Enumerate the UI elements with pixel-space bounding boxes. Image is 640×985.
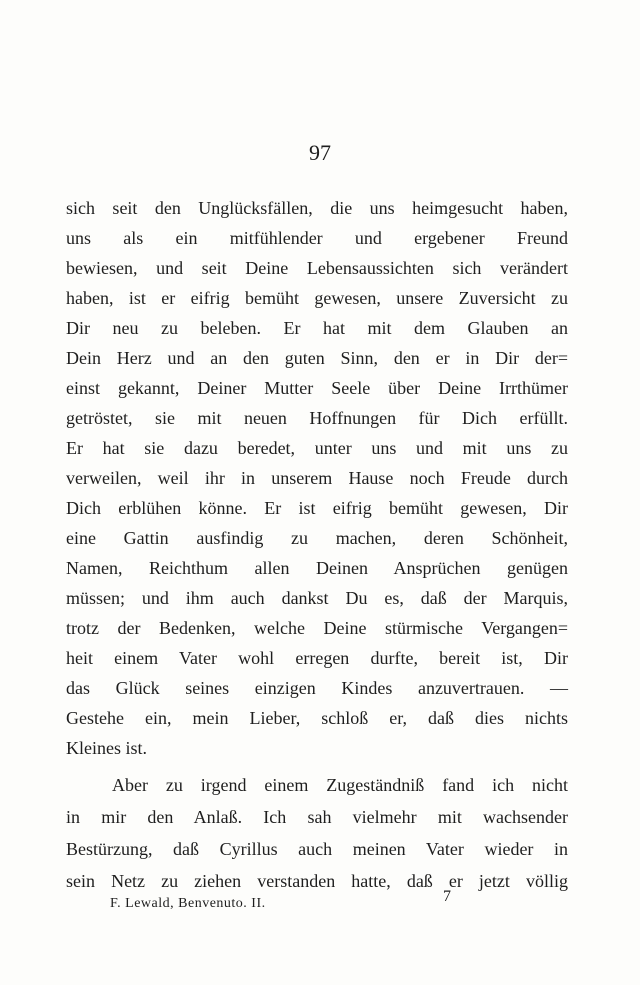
text-line: haben, ist er eifrig bemüht gewesen, unsere Zuversicht zu	[66, 288, 568, 308]
page-number: 97	[309, 140, 331, 165]
text-line: Kleines ist.	[66, 738, 147, 758]
signature-line: F. Lewald, Benvenuto. II.	[110, 896, 266, 911]
text-line: sein Netz zu ziehen verstanden hatte, daß er jetzt völlig	[66, 871, 568, 891]
text-line: heit einem Vater wohl erregen durfte, bereit ist, Dir	[66, 648, 568, 668]
text-line: trotz der Bedenken, welche Deine stürmische Vergangen=	[66, 618, 568, 638]
text-line: einst gekannt, Deiner Mutter Seele über Deine Irrthümer	[66, 378, 568, 398]
text-line: Dein Herz und an den guten Sinn, den er in Dir der=	[66, 348, 568, 368]
text-line: Dir neu zu beleben. Er hat mit dem Glauben an	[66, 318, 568, 338]
text-line: Er hat sie dazu beredet, unter uns und mit uns zu	[66, 438, 568, 458]
text-line: Namen, Reichthum allen Deinen Ansprüchen genügen	[66, 558, 568, 578]
text-line: Bestürzung, daß Cyrillus auch meinen Vater wieder in	[66, 839, 568, 859]
text-line: in mir den Anlaß. Ich sah vielmehr mit wachsender	[66, 807, 568, 827]
text-line: müssen; und ihm auch dankst Du es, daß der Marquis,	[66, 588, 568, 608]
text-line: Gestehe ein, mein Lieber, schloß er, daß dies nichts	[66, 708, 568, 728]
body-text	[66, 193, 568, 897]
text-line: sich seit den Unglücksfällen, die uns heimgesucht haben,	[66, 198, 568, 218]
text-line: bewiesen, und seit Deine Lebensaussichten sich verändert	[66, 258, 568, 278]
text-line: Dich erblühen könne. Er ist eifrig bemüht gewesen, Dir	[66, 498, 568, 518]
text-line: verweilen, weil ihr in unserem Hause noch Freude durch	[66, 468, 568, 488]
text-line: das Glück seines einzigen Kindes anzuvertrauen. —	[66, 678, 568, 698]
paragraph	[66, 193, 568, 763]
sheet-number: 7	[443, 888, 451, 905]
text-line: uns als ein mitfühlender und ergebener Freund	[66, 228, 568, 248]
text-line: getröstet, sie mit neuen Hoffnungen für Dich erfüllt.	[66, 408, 568, 428]
paragraph	[66, 769, 568, 897]
text-line: eine Gattin ausfindig zu machen, deren Schönheit,	[66, 528, 568, 548]
text-line: Aber zu irgend einem Zugeständniß fand ich nicht	[112, 775, 568, 795]
